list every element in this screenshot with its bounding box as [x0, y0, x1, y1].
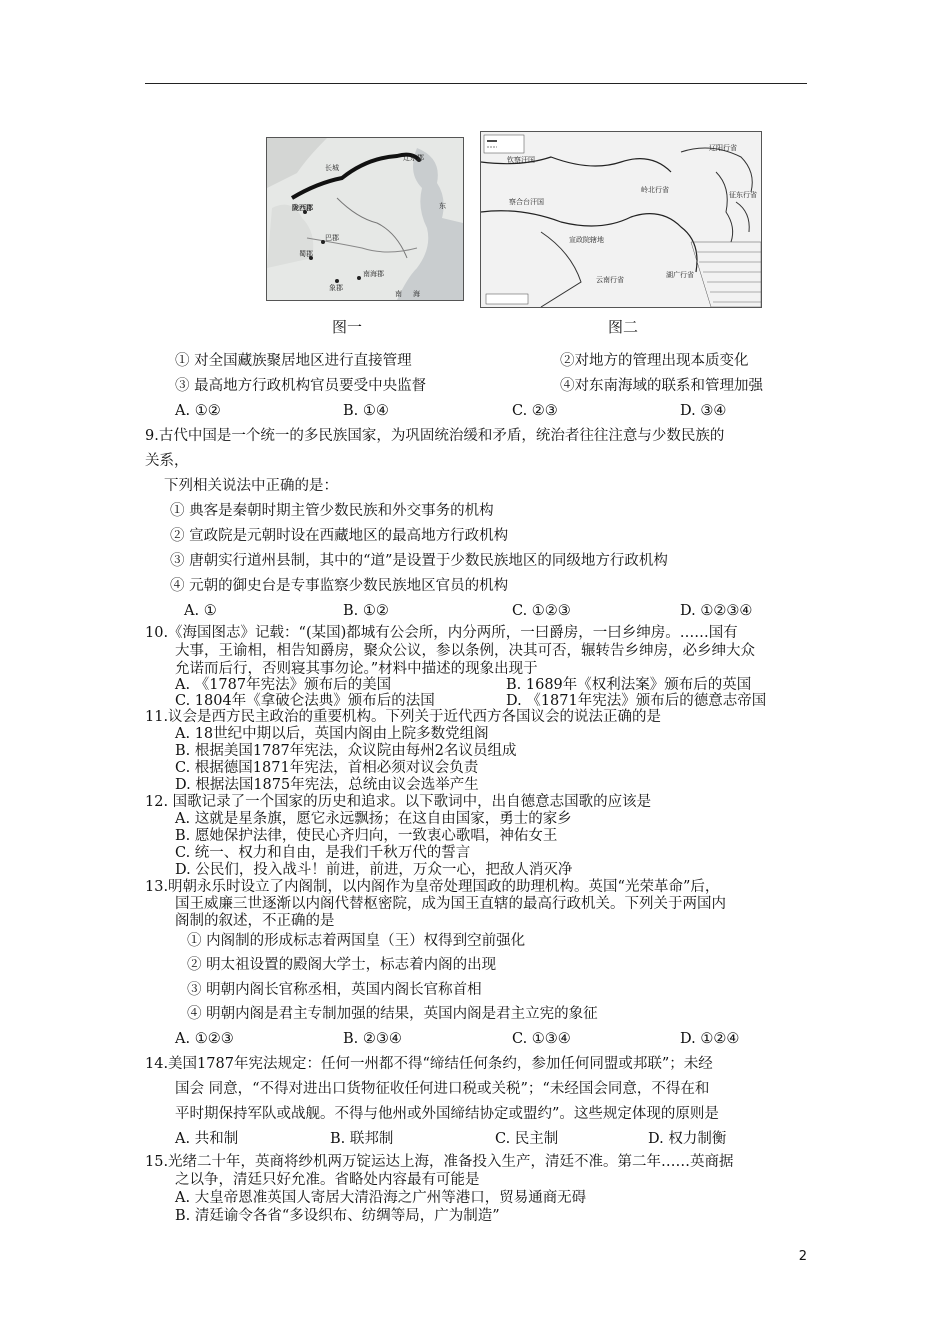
text-line: ③ 明朝内阁长官称丞相，英国内阁长官称首相	[187, 982, 482, 998]
map1-label: 海	[413, 290, 420, 298]
text-line: A. ①②	[175, 403, 221, 419]
figure-2-caption: 图二	[608, 318, 639, 336]
text-line: 下列相关说法中正确的是：	[164, 478, 338, 494]
text-line: ① 内阁制的形成标志着两国皇（王）权得到空前强化	[187, 933, 526, 949]
text-line: B. 联邦制	[330, 1131, 394, 1147]
map2-label: 岭北行省	[641, 186, 669, 194]
text-line: D. 公民们，投入战斗！前进，前进，万众一心，把敌人消灭净	[175, 862, 573, 878]
map1-label: 蜀郡	[299, 250, 313, 258]
map-figure-2	[480, 131, 762, 308]
text-line: C. 统一、权力和自由，是我们千秋万代的誓言	[175, 845, 471, 861]
map2-label: 征东行省	[729, 191, 757, 199]
text-line: 9.古代中国是一个统一的多民族国家，为巩固统治缓和矛盾，统治者往往注意与少数民族的	[145, 428, 725, 444]
text-line: D. 权力制衡	[648, 1131, 727, 1147]
map1-label: 陇西郡	[292, 204, 313, 212]
text-line: A. ①	[184, 603, 217, 619]
text-line: ②对地方的管理出现本质变化	[560, 353, 749, 369]
map1-label: 南	[395, 290, 402, 298]
text-line: A. 《1787年宪法》颁布后的美国	[175, 677, 392, 693]
figure-1-caption: 图一	[332, 318, 363, 336]
text-line: B. 清廷谕令各省“多设织布、纺绸等局，广为制造”	[175, 1208, 500, 1224]
text-line: D. 《1871年宪法》颁布后的德意志帝国	[506, 693, 767, 709]
text-line: A. 共和制	[175, 1131, 239, 1147]
map2-label: 湖广行省	[666, 271, 694, 279]
map1-label: 辽东郡	[403, 154, 424, 162]
text-line: 12. 国歌记录了一个国家的历史和追求。以下歌词中，出自德意志国歌的应该是	[145, 794, 652, 810]
text-line: B. ①②	[343, 603, 389, 619]
text-line: ① 典客是秦朝时期主管少数民族和外交事务的机构	[170, 503, 494, 519]
text-line: C. 民主制	[495, 1131, 559, 1147]
map1-label: 南海郡	[363, 270, 384, 278]
text-line: 关系，	[145, 453, 189, 469]
text-line: A. 大皇帝恩准英国人寄居大清沿海之广州等港口，贸易通商无碍	[175, 1190, 587, 1206]
text-line: ② 宣政院是元朝时设在西藏地区的最高地方行政机构	[170, 528, 509, 544]
text-line: C. 根据德国1871年宪法，首相必须对议会负责	[175, 760, 479, 776]
text-line: C. ②③	[512, 403, 558, 419]
map1-label: 象郡	[329, 284, 343, 292]
text-line: D. 根据法国1875年宪法，总统由议会选举产生	[175, 777, 479, 793]
text-line: C. 1804年《拿破仑法典》颁布后的法国	[175, 693, 435, 709]
map1-label: 东	[439, 202, 446, 210]
yuan-map-image	[481, 132, 761, 307]
text-line: ② 明太祖设置的殿阁大学士，标志着内阁的出现	[187, 957, 497, 973]
text-line: ① 对全国藏族聚居地区进行直接管理	[175, 353, 412, 369]
text-line: 14.美国1787年宪法规定：任何一州都不得“缔结任何条约，参加任何同盟或邦联”；未经	[145, 1056, 713, 1072]
text-line: 大事，王谕相，相告知爵房，聚众公议，参以条例，决其可否，辗转告乡绅房，必乡绅大众	[175, 643, 755, 659]
text-line: 允诺而后行，否则寝其事勿论。”材料中描述的现象出现于	[175, 661, 538, 677]
text-line: 13.明朝永乐时设立了内阁制，以内阁作为皇帝处理国政的助理机构。英国“光荣革命”后，	[145, 879, 720, 895]
text-line: D. ①②③④	[680, 603, 753, 619]
text-line: ③ 唐朝实行道州县制，其中的“道”是设置于少数民族地区的同级地方行政机构	[170, 553, 668, 569]
map1-label: 巴郡	[325, 234, 339, 242]
map1-label: 长城	[325, 164, 339, 172]
map-figure-1	[266, 137, 464, 301]
map2-label: 钦察汗国	[507, 156, 535, 164]
text-line: 10.《海国图志》记载：“(某国)都城有公会所，内分两所，一曰爵房，一曰乡绅房。……国有	[145, 625, 738, 641]
text-line: 之以争，清廷只好允准。省略处内容最有可能是	[175, 1172, 480, 1188]
text-line: C. ①③④	[512, 1031, 571, 1047]
text-line: 国王威廉三世逐渐以内阁代替枢密院，成为国王直辖的最高行政机关。下列关于两国内	[175, 896, 726, 912]
text-line: B. ①④	[343, 403, 389, 419]
map2-label: 云南行省	[596, 276, 624, 284]
text-line: 15.光绪二十年，英商将纱机两万锭运达上海，准备投入生产，清廷不准。第二年……英商据	[145, 1154, 734, 1170]
map2-label: 宣政院辖地	[569, 236, 604, 244]
text-line: 11.议会是西方民主政治的重要机构。下列关于近代西方各国议会的说法正确的是	[145, 709, 662, 725]
text-line: A. ①②③	[175, 1031, 234, 1047]
text-line: D. ①②④	[680, 1031, 740, 1047]
text-line: ④对东南海域的联系和管理加强	[560, 378, 763, 394]
text-line: B. 1689年《权利法案》颁布后的英国	[506, 677, 752, 693]
text-line: A. 这就是星条旗，愿它永远飘扬；在这自由国家，勇士的家乡	[175, 811, 572, 827]
text-line: ④ 元朝的御史台是专事监察少数民族地区官员的机构	[170, 578, 509, 594]
text-line: 阁制的叙述，不正确的是	[175, 913, 335, 929]
text-line: ④ 明朝内阁是君主专制加强的结果，英国内阁是君主立宪的象征	[187, 1006, 598, 1022]
text-line: B. ②③④	[343, 1031, 402, 1047]
text-line: ③ 最高地方行政机构官员要受中央监督	[175, 378, 427, 394]
text-line: 国会 同意，“不得对进出口货物征收任何进口税或关税”；“未经国会同意，不得在和	[175, 1081, 710, 1097]
qin-map-image	[267, 138, 463, 300]
text-line: A. 18世纪中期以后，英国内阁由上院多数党组阁	[175, 726, 489, 742]
text-line: C. ①②③	[512, 603, 571, 619]
header-rule	[145, 83, 807, 84]
text-line: B. 愿她保护法律，使民心齐归向，一致衷心歌唱，神佑女王	[175, 828, 558, 844]
text-line: D. ③④	[680, 403, 727, 419]
text-line: B. 根据美国1787年宪法，众议院由每州2名议员组成	[175, 743, 517, 759]
map2-label: 辽阳行省	[709, 144, 737, 152]
map2-label: 察合台汗国	[509, 198, 544, 206]
page-number: 2	[798, 1249, 807, 1264]
text-line: 平时期保持军队或战舰。不得与他州或外国缔结协定或盟约”。这些规定体现的原则是	[175, 1106, 719, 1122]
